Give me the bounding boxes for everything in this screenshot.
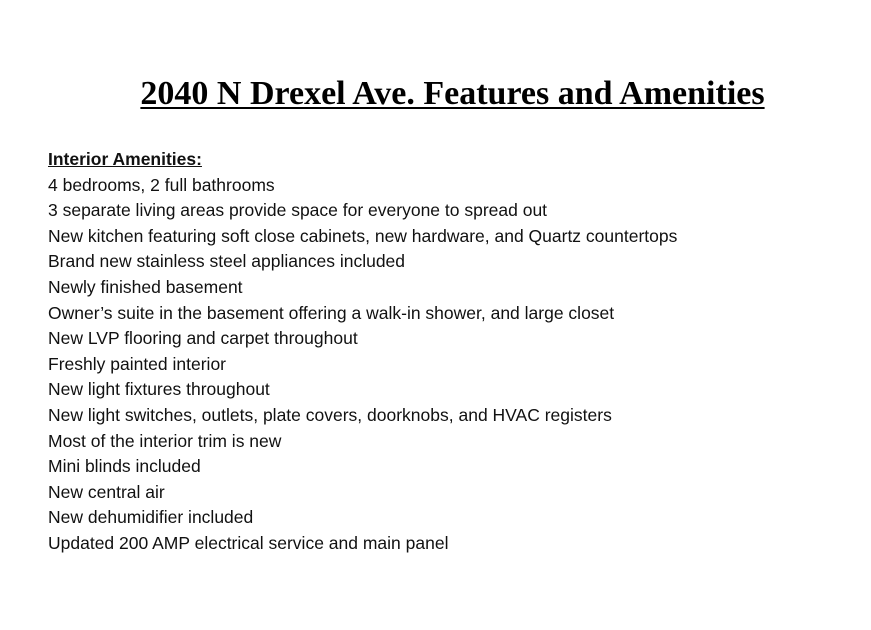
amenity-item: New light fixtures throughout [48,379,270,400]
amenity-item: 3 separate living areas provide space for everyone to spread out [48,200,548,221]
amenity-item: Brand new stainless steel appliances included [48,251,406,272]
amenity-item: Newly finished basement [48,276,243,297]
amenity-item: Updated 200 AMP electrical service and main panel [48,532,449,553]
amenity-item: Mini blinds included [48,456,201,477]
amenity-item: Most of the interior trim is new [48,430,282,451]
amenity-item: Owner’s suite in the basement offering a walk-in shower, and large closet [48,302,615,323]
amenity-item: 4 bedrooms, 2 full bathrooms [48,174,275,195]
section-heading: Interior Amenities: [48,149,202,169]
document-title: 2040 N Drexel Ave. Features and Amenities [140,75,765,112]
amenity-item: Freshly painted interior [48,353,226,374]
amenity-item: New dehumidifier included [48,507,254,528]
amenity-item: New kitchen featuring soft close cabinets, new hardware, and Quartz countertops [48,225,678,246]
amenity-item: New LVP flooring and carpet throughout [48,328,358,349]
amenity-item: New light switches, outlets, plate covers, doorknobs, and HVAC registers [48,404,612,425]
amenity-item: New central air [48,481,165,502]
amenities-section [48,147,848,557]
